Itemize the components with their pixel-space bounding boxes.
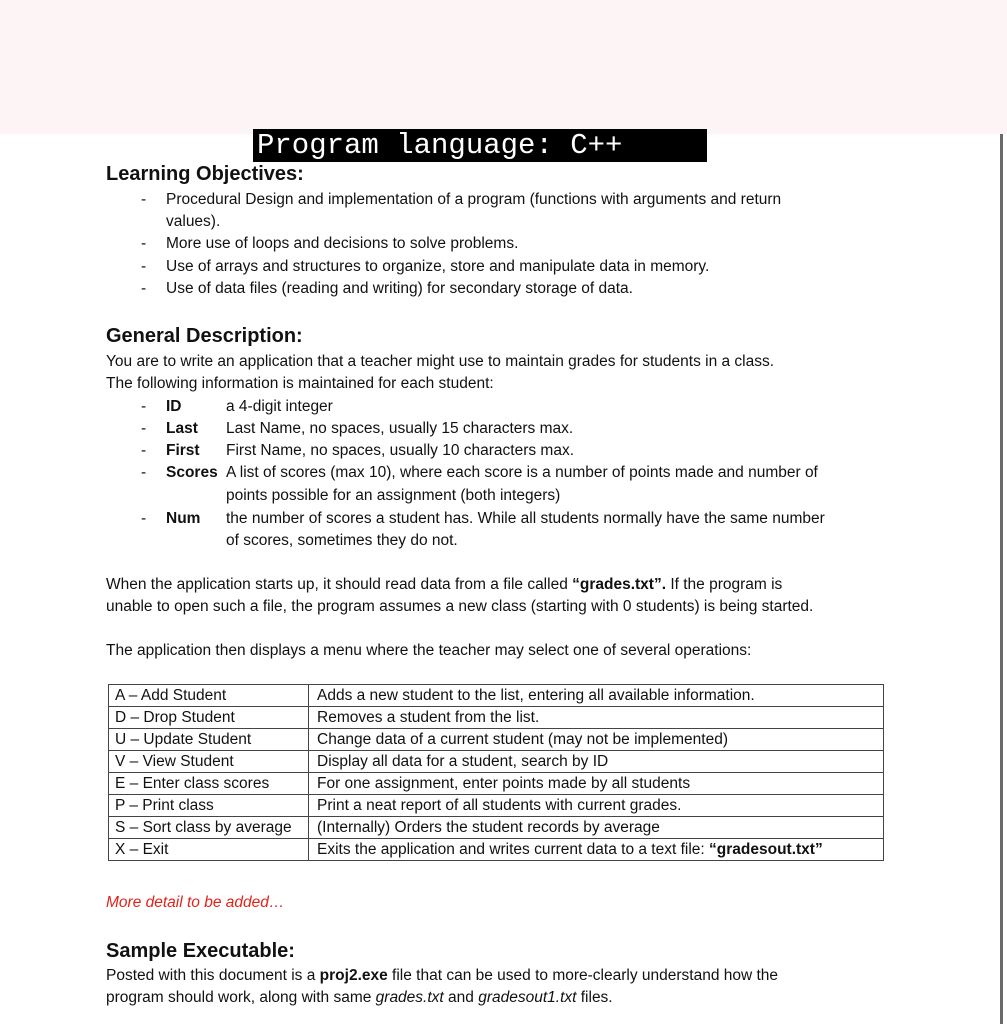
menu-desc-exit bbox=[309, 839, 884, 861]
table-row bbox=[109, 839, 884, 861]
sample-line bbox=[106, 987, 613, 1009]
startup-line: unable to open such a file, the program assumes a new class (starting with 0 students) is being started. bbox=[106, 598, 814, 615]
sample-text: file that can be used to more-clearly understand how the bbox=[387, 967, 779, 984]
objective-line: More use of loops and decisions to solve problems. bbox=[166, 235, 519, 252]
objective-line: Use of arrays and structures to organize, store and manipulate data in memory. bbox=[166, 258, 710, 275]
sample-text: and bbox=[443, 989, 479, 1006]
table-row bbox=[109, 707, 884, 729]
bullet-dash: - bbox=[141, 235, 147, 252]
startup-text: When the application starts up, it should read data from a file called bbox=[106, 576, 573, 593]
top-band bbox=[0, 0, 1007, 134]
bullet-dash: - bbox=[141, 420, 147, 437]
grades-file-italic: grades.txt bbox=[375, 989, 444, 1006]
menu-desc: Change data of a current student (may not be implemented) bbox=[309, 729, 884, 751]
menu-desc: Adds a new student to the list, entering all available information. bbox=[309, 685, 884, 707]
field-term-first: First bbox=[166, 442, 200, 459]
field-term-id: ID bbox=[166, 398, 182, 415]
bullet-dash: - bbox=[141, 191, 147, 208]
general-heading: General Description: bbox=[106, 325, 303, 347]
menu-desc: Removes a student from the list. bbox=[309, 707, 884, 729]
field-def: of scores, sometimes they do not. bbox=[226, 532, 458, 549]
field-def: points possible for an assignment (both integers) bbox=[226, 487, 561, 504]
page-edge bbox=[1000, 134, 1003, 1024]
menu-intro: The application then displays a menu where the teacher may select one of several operations: bbox=[106, 642, 752, 659]
sample-text: program should work, along with same bbox=[106, 989, 376, 1006]
menu-option: U – Update Student bbox=[109, 729, 309, 751]
menu-option: S – Sort class by average bbox=[109, 817, 309, 839]
objective-line: values). bbox=[166, 213, 221, 230]
objectives-heading: Learning Objectives: bbox=[106, 163, 304, 185]
menu-option: P – Print class bbox=[109, 795, 309, 817]
menu-desc: Exits the application and writes current data to a text file: bbox=[317, 841, 710, 858]
table-row bbox=[109, 751, 884, 773]
table-row bbox=[109, 817, 884, 839]
menu-option: V – View Student bbox=[109, 751, 309, 773]
bullet-dash: - bbox=[141, 510, 147, 527]
field-def: First Name, no spaces, usually 10 characters max. bbox=[226, 442, 575, 459]
program-language-banner: Program language: C++ bbox=[253, 129, 707, 162]
more-detail-note: More detail to be added… bbox=[106, 894, 285, 911]
menu-option: E – Enter class scores bbox=[109, 773, 309, 795]
bullet-dash: - bbox=[141, 442, 147, 459]
sample-line bbox=[106, 965, 778, 987]
menu-table bbox=[108, 684, 884, 861]
bullet-dash: - bbox=[141, 280, 147, 297]
bullet-dash: - bbox=[141, 258, 147, 275]
sample-text: Posted with this document is a bbox=[106, 967, 320, 984]
table-row bbox=[109, 773, 884, 795]
general-intro-line: You are to write an application that a teacher might use to maintain grades for students in a class. bbox=[106, 353, 775, 370]
proj2-filename: proj2.exe bbox=[319, 967, 388, 984]
table-row bbox=[109, 795, 884, 817]
objective-line: Use of data files (reading and writing) for secondary storage of data. bbox=[166, 280, 633, 297]
menu-desc: (Internally) Orders the student records by average bbox=[309, 817, 884, 839]
general-intro-line: The following information is maintained for each student: bbox=[106, 375, 494, 392]
sample-text: files. bbox=[576, 989, 613, 1006]
startup-text: If the program is bbox=[666, 576, 783, 593]
field-def: the number of scores a student has. While all students normally have the same number bbox=[226, 510, 825, 527]
field-def: A list of scores (max 10), where each score is a number of points made and number of bbox=[226, 464, 818, 481]
table-row bbox=[109, 729, 884, 751]
bullet-dash: - bbox=[141, 398, 147, 415]
grades-filename: “grades.txt”. bbox=[572, 576, 667, 593]
field-term-scores: Scores bbox=[166, 464, 218, 481]
gradesout-filename: “gradesout.txt” bbox=[709, 841, 823, 858]
field-def: a 4-digit integer bbox=[226, 398, 333, 415]
menu-option: A – Add Student bbox=[109, 685, 309, 707]
sample-heading: Sample Executable: bbox=[106, 940, 295, 962]
menu-desc: For one assignment, enter points made by all students bbox=[309, 773, 884, 795]
menu-option: X – Exit bbox=[109, 839, 309, 861]
menu-option: D – Drop Student bbox=[109, 707, 309, 729]
bullet-dash: - bbox=[141, 464, 147, 481]
gradesout1-file-italic: gradesout1.txt bbox=[478, 989, 577, 1006]
menu-desc: Display all data for a student, search by ID bbox=[309, 751, 884, 773]
startup-line bbox=[106, 574, 782, 596]
field-def: Last Name, no spaces, usually 15 characters max. bbox=[226, 420, 574, 437]
objective-line: Procedural Design and implementation of a program (functions with arguments and return bbox=[166, 191, 782, 208]
menu-desc: Print a neat report of all students with current grades. bbox=[309, 795, 884, 817]
table-row bbox=[109, 685, 884, 707]
field-term-num: Num bbox=[166, 510, 201, 527]
field-term-last: Last bbox=[166, 420, 198, 437]
